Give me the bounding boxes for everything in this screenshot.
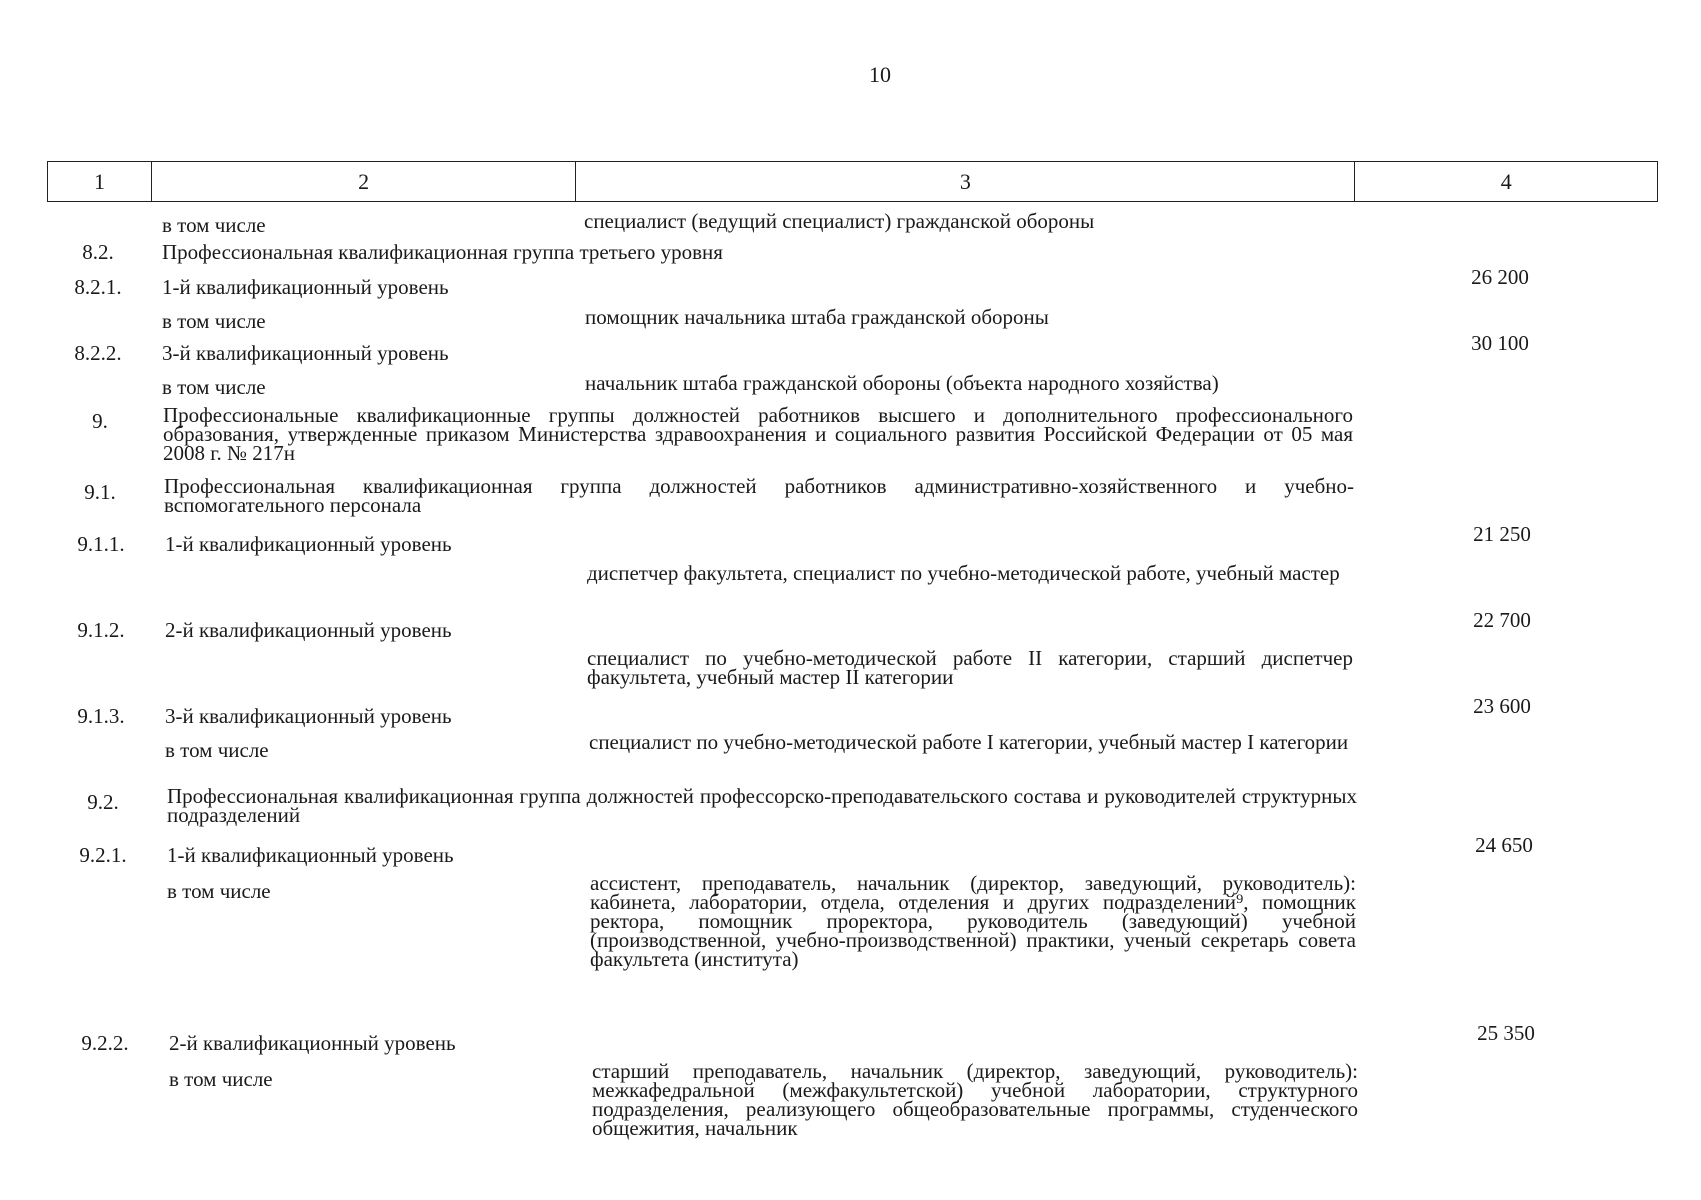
row-value: 30 100 [1471, 331, 1529, 355]
row-text: в том числе [167, 879, 271, 903]
row-value: 26 200 [1471, 265, 1529, 289]
row-text: 3-й квалификационный уровень [162, 341, 449, 365]
row-value: 24 650 [1475, 833, 1533, 857]
row-text: 2-й квалификационный уровень [165, 618, 452, 642]
row-value: 21 250 [1473, 522, 1531, 546]
row-text: Профессиональная квалификационная группа должностей профессорско-преподавательского состава и руководителей структурных подразделений [167, 784, 1357, 827]
row-description: диспетчер факультета, специалист по учебно-методической работе, учебный мастер [587, 561, 1340, 585]
row-number: 9. [92, 409, 108, 433]
row-description: начальник штаба гражданской обороны (объекта народного хозяйства) [585, 371, 1219, 395]
row-text: 1-й квалификационный уровень [167, 843, 454, 867]
row-description: старший преподаватель, начальник (директор, заведующий, руководитель): межкафедральной (межфакультетской) учебной лаборатории, структурного подразделения, реализующего общеобразовательные программы, студенческого общежития, начальник [592, 1059, 1358, 1140]
row-text: в том числе [169, 1067, 273, 1091]
header-cell-4: 4 [1500, 168, 1512, 194]
page-number: 10 [869, 62, 891, 87]
header-cell-1: 1 [48, 162, 152, 201]
row-number: 9.2.2. [81, 1031, 129, 1055]
row-text: в том числе [162, 213, 266, 237]
row-text: в том числе [162, 375, 266, 399]
row-text: в том числе [165, 738, 269, 762]
header-cell-3: 3 [576, 162, 1355, 201]
row-number: 9.1.1. [77, 532, 125, 556]
row-text: Профессиональная квалификационная группа третьего уровня [162, 240, 723, 264]
row-number: 9.1. [84, 480, 116, 504]
row-value: 22 700 [1473, 608, 1531, 632]
row-number: 9.2.1. [79, 843, 127, 867]
row-number: 8.2.1. [74, 275, 122, 299]
row-description: помощник начальника штаба гражданской обороны [585, 305, 1049, 329]
row-value: 23 600 [1473, 694, 1531, 718]
row-number: 8.2. [82, 240, 114, 264]
row-text: 1-й квалификационный уровень [162, 275, 449, 299]
row-value: 25 350 [1477, 1021, 1535, 1045]
row-number: 9.2. [87, 790, 119, 814]
row-text: 1-й квалификационный уровень [165, 532, 452, 556]
row-description: ассистент, преподаватель, начальник (директор, заведующий, руководитель): кабинета, лаборатории, отдела, отделения и других подразделений⁹, помощник ректора, помощник проректора, руководитель (заведующий) учебной (производственной, учебно-производственной) практики, ученый секретарь совета факультета (института) [590, 871, 1356, 971]
row-text: 2-й квалификационный уровень [169, 1031, 456, 1055]
header-cell-2: 2 [152, 162, 576, 201]
row-text: Профессиональная квалификационная группа должностей работников административно-хозяйственного и учебно-вспомогательного персонала [164, 474, 1354, 517]
row-description: специалист по учебно-методической работе I категории, учебный мастер I категории [589, 730, 1349, 754]
row-description: специалист (ведущий специалист) гражданской обороны [584, 209, 1095, 233]
row-text: в том числе [162, 309, 266, 333]
row-description: специалист по учебно-методической работе II категории, старший диспетчер факультета, учебный мастер II категории [587, 646, 1353, 689]
row-number: 9.1.3. [77, 704, 125, 728]
row-number: 9.1.2. [77, 618, 125, 642]
row-text: 3-й квалификационный уровень [165, 704, 452, 728]
row-number: 8.2.2. [74, 341, 122, 365]
row-text: Профессиональные квалификационные группы должностей работников высшего и дополнительного профессионального образования, утвержденные приказом Министерства здравоохранения и социального развития Российской Федерации от 05 мая 2008 г. № 217н [163, 403, 1353, 465]
